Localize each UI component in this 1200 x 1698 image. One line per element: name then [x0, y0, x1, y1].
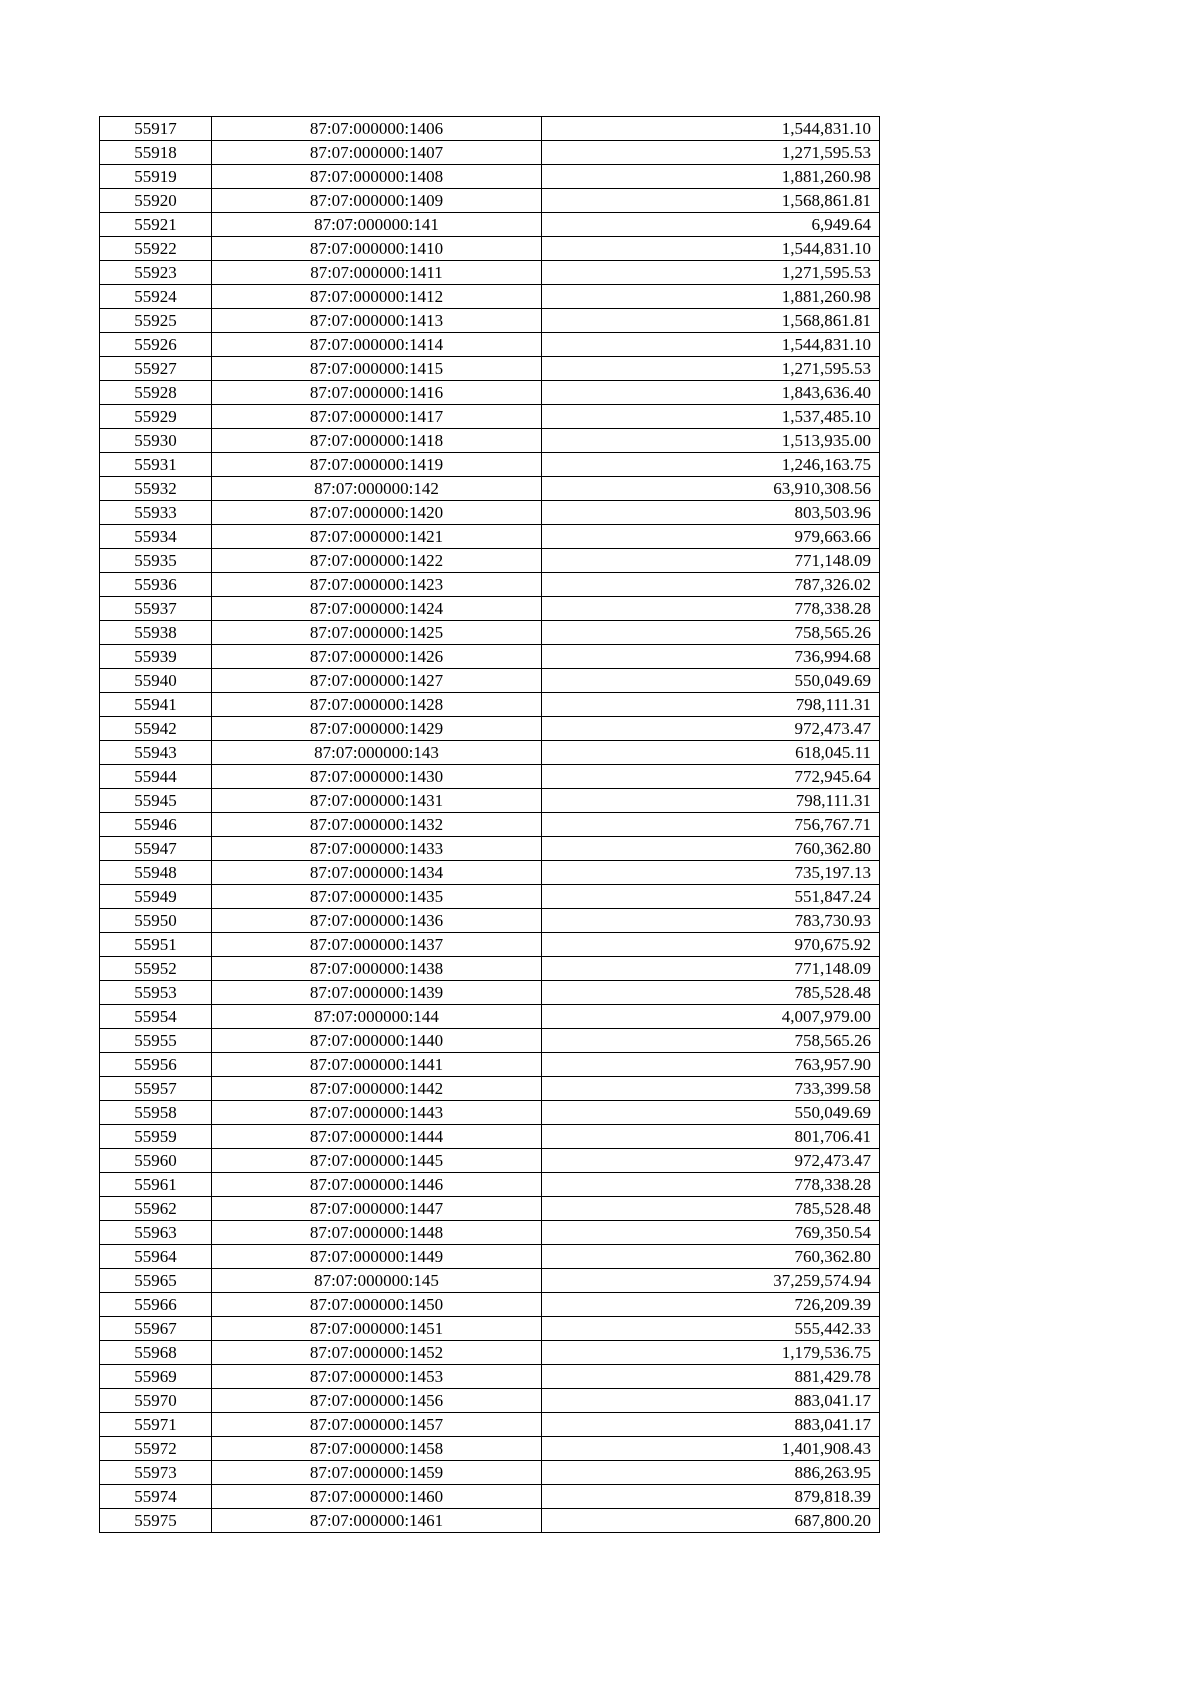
- table-row: [100, 405, 880, 429]
- cadastral-number-cell: 87:07:000000:1425: [212, 621, 542, 645]
- cadastral-number-cell: 87:07:000000:1459: [212, 1461, 542, 1485]
- cadastral-number-cell: 87:07:000000:1437: [212, 933, 542, 957]
- row-number-cell: 55930: [100, 429, 212, 453]
- row-number-cell: 55932: [100, 477, 212, 501]
- cadastral-number-cell: 87:07:000000:1438: [212, 957, 542, 981]
- value-cell: 1,843,636.40: [542, 381, 880, 405]
- table-row: [100, 309, 880, 333]
- cadastral-number-cell: 87:07:000000:1419: [212, 453, 542, 477]
- table-row: [100, 189, 880, 213]
- row-number-cell: 55937: [100, 597, 212, 621]
- table-row: [100, 237, 880, 261]
- value-cell: 778,338.28: [542, 597, 880, 621]
- table-row: [100, 645, 880, 669]
- value-cell: 879,818.39: [542, 1485, 880, 1509]
- value-cell: 798,111.31: [542, 789, 880, 813]
- table-row: [100, 909, 880, 933]
- value-cell: 801,706.41: [542, 1125, 880, 1149]
- value-cell: 555,442.33: [542, 1317, 880, 1341]
- table-row: [100, 573, 880, 597]
- value-cell: 1,271,595.53: [542, 141, 880, 165]
- row-number-cell: 55960: [100, 1149, 212, 1173]
- cadastral-number-cell: 87:07:000000:1436: [212, 909, 542, 933]
- cadastral-number-cell: 87:07:000000:1439: [212, 981, 542, 1005]
- value-cell: 1,271,595.53: [542, 261, 880, 285]
- cadastral-number-cell: 87:07:000000:1456: [212, 1389, 542, 1413]
- value-cell: 736,994.68: [542, 645, 880, 669]
- table-row: [100, 501, 880, 525]
- row-number-cell: 55935: [100, 549, 212, 573]
- table-row: [100, 429, 880, 453]
- value-cell: 758,565.26: [542, 1029, 880, 1053]
- value-cell: 881,429.78: [542, 1365, 880, 1389]
- cadastral-number-cell: 87:07:000000:1449: [212, 1245, 542, 1269]
- value-cell: 1,568,861.81: [542, 189, 880, 213]
- table-row: [100, 669, 880, 693]
- row-number-cell: 55939: [100, 645, 212, 669]
- row-number-cell: 55966: [100, 1293, 212, 1317]
- value-cell: 4,007,979.00: [542, 1005, 880, 1029]
- table-row: [100, 453, 880, 477]
- row-number-cell: 55963: [100, 1221, 212, 1245]
- cadastral-number-cell: 87:07:000000:1447: [212, 1197, 542, 1221]
- cadastral-number-cell: 87:07:000000:1423: [212, 573, 542, 597]
- table-body: [100, 117, 880, 1533]
- row-number-cell: 55945: [100, 789, 212, 813]
- value-cell: 787,326.02: [542, 573, 880, 597]
- cadastral-number-cell: 87:07:000000:141: [212, 213, 542, 237]
- cadastral-number-cell: 87:07:000000:145: [212, 1269, 542, 1293]
- table-row: [100, 1101, 880, 1125]
- row-number-cell: 55948: [100, 861, 212, 885]
- row-number-cell: 55920: [100, 189, 212, 213]
- cadastral-number-cell: 87:07:000000:1420: [212, 501, 542, 525]
- cadastral-number-cell: 87:07:000000:1418: [212, 429, 542, 453]
- value-cell: 798,111.31: [542, 693, 880, 717]
- value-cell: 726,209.39: [542, 1293, 880, 1317]
- row-number-cell: 55933: [100, 501, 212, 525]
- table-row: [100, 1317, 880, 1341]
- table-row: [100, 1173, 880, 1197]
- row-number-cell: 55965: [100, 1269, 212, 1293]
- value-cell: 972,473.47: [542, 1149, 880, 1173]
- row-number-cell: 55925: [100, 309, 212, 333]
- row-number-cell: 55949: [100, 885, 212, 909]
- row-number-cell: 55959: [100, 1125, 212, 1149]
- cadastral-number-cell: 87:07:000000:1427: [212, 669, 542, 693]
- row-number-cell: 55964: [100, 1245, 212, 1269]
- value-cell: 63,910,308.56: [542, 477, 880, 501]
- table-row: [100, 1053, 880, 1077]
- value-cell: 1,881,260.98: [542, 285, 880, 309]
- value-cell: 550,049.69: [542, 669, 880, 693]
- value-cell: 1,544,831.10: [542, 333, 880, 357]
- table-row: [100, 1413, 880, 1437]
- cadastral-number-cell: 87:07:000000:1445: [212, 1149, 542, 1173]
- value-cell: 756,767.71: [542, 813, 880, 837]
- cadastral-number-cell: 87:07:000000:1422: [212, 549, 542, 573]
- table-row: [100, 813, 880, 837]
- row-number-cell: 55940: [100, 669, 212, 693]
- cadastral-number-cell: 87:07:000000:1457: [212, 1413, 542, 1437]
- table-row: [100, 213, 880, 237]
- value-cell: 550,049.69: [542, 1101, 880, 1125]
- value-cell: 1,246,163.75: [542, 453, 880, 477]
- value-cell: 785,528.48: [542, 981, 880, 1005]
- table-row: [100, 597, 880, 621]
- table-row: [100, 837, 880, 861]
- row-number-cell: 55955: [100, 1029, 212, 1053]
- cadastral-number-cell: 87:07:000000:1435: [212, 885, 542, 909]
- cadastral-number-cell: 87:07:000000:1410: [212, 237, 542, 261]
- row-number-cell: 55969: [100, 1365, 212, 1389]
- table-row: [100, 1125, 880, 1149]
- table-row: [100, 381, 880, 405]
- value-cell: 1,513,935.00: [542, 429, 880, 453]
- row-number-cell: 55954: [100, 1005, 212, 1029]
- row-number-cell: 55946: [100, 813, 212, 837]
- table-row: [100, 1029, 880, 1053]
- table-row: [100, 693, 880, 717]
- value-cell: 771,148.09: [542, 549, 880, 573]
- value-cell: 37,259,574.94: [542, 1269, 880, 1293]
- table-row: [100, 477, 880, 501]
- table-row: [100, 1461, 880, 1485]
- value-cell: 1,881,260.98: [542, 165, 880, 189]
- table-row: [100, 1485, 880, 1509]
- cadastral-number-cell: 87:07:000000:1453: [212, 1365, 542, 1389]
- row-number-cell: 55974: [100, 1485, 212, 1509]
- row-number-cell: 55929: [100, 405, 212, 429]
- value-cell: 1,544,831.10: [542, 237, 880, 261]
- table-row: [100, 141, 880, 165]
- row-number-cell: 55967: [100, 1317, 212, 1341]
- row-number-cell: 55962: [100, 1197, 212, 1221]
- table-row: [100, 285, 880, 309]
- cadastral-number-cell: 87:07:000000:1416: [212, 381, 542, 405]
- value-cell: 979,663.66: [542, 525, 880, 549]
- table-row: [100, 957, 880, 981]
- table-row: [100, 1341, 880, 1365]
- row-number-cell: 55968: [100, 1341, 212, 1365]
- value-cell: 970,675.92: [542, 933, 880, 957]
- table-row: [100, 1149, 880, 1173]
- cadastral-number-cell: 87:07:000000:1424: [212, 597, 542, 621]
- table-row: [100, 261, 880, 285]
- row-number-cell: 55953: [100, 981, 212, 1005]
- table-row: [100, 861, 880, 885]
- cadastral-number-cell: 87:07:000000:1411: [212, 261, 542, 285]
- row-number-cell: 55957: [100, 1077, 212, 1101]
- cadastral-number-cell: 87:07:000000:1426: [212, 645, 542, 669]
- cadastral-number-cell: 87:07:000000:1406: [212, 117, 542, 141]
- row-number-cell: 55950: [100, 909, 212, 933]
- row-number-cell: 55952: [100, 957, 212, 981]
- table-row: [100, 1005, 880, 1029]
- table-row: [100, 1509, 880, 1533]
- value-cell: 783,730.93: [542, 909, 880, 933]
- value-cell: 886,263.95: [542, 1461, 880, 1485]
- table-row: [100, 981, 880, 1005]
- table-row: [100, 1389, 880, 1413]
- cadastral-number-cell: 87:07:000000:1448: [212, 1221, 542, 1245]
- value-cell: 735,197.13: [542, 861, 880, 885]
- cadastral-number-cell: 87:07:000000:1412: [212, 285, 542, 309]
- cadastral-number-cell: 87:07:000000:1446: [212, 1173, 542, 1197]
- cadastral-number-cell: 87:07:000000:1429: [212, 717, 542, 741]
- row-number-cell: 55941: [100, 693, 212, 717]
- cadastral-number-cell: 87:07:000000:1458: [212, 1437, 542, 1461]
- row-number-cell: 55947: [100, 837, 212, 861]
- row-number-cell: 55921: [100, 213, 212, 237]
- value-cell: 1,568,861.81: [542, 309, 880, 333]
- cadastral-number-cell: 87:07:000000:1409: [212, 189, 542, 213]
- value-cell: 1,271,595.53: [542, 357, 880, 381]
- cadastral-value-table: [99, 116, 880, 1533]
- value-cell: 803,503.96: [542, 501, 880, 525]
- cadastral-number-cell: 87:07:000000:142: [212, 477, 542, 501]
- row-number-cell: 55944: [100, 765, 212, 789]
- table-row: [100, 1365, 880, 1389]
- value-cell: 758,565.26: [542, 621, 880, 645]
- cadastral-number-cell: 87:07:000000:1460: [212, 1485, 542, 1509]
- row-number-cell: 55975: [100, 1509, 212, 1533]
- cadastral-number-cell: 87:07:000000:1433: [212, 837, 542, 861]
- value-cell: 733,399.58: [542, 1077, 880, 1101]
- value-cell: 772,945.64: [542, 765, 880, 789]
- value-cell: 618,045.11: [542, 741, 880, 765]
- row-number-cell: 55918: [100, 141, 212, 165]
- row-number-cell: 55972: [100, 1437, 212, 1461]
- row-number-cell: 55924: [100, 285, 212, 309]
- value-cell: 760,362.80: [542, 837, 880, 861]
- row-number-cell: 55942: [100, 717, 212, 741]
- value-cell: 687,800.20: [542, 1509, 880, 1533]
- row-number-cell: 55971: [100, 1413, 212, 1437]
- value-cell: 1,179,536.75: [542, 1341, 880, 1365]
- row-number-cell: 55927: [100, 357, 212, 381]
- cadastral-number-cell: 87:07:000000:1414: [212, 333, 542, 357]
- cadastral-number-cell: 87:07:000000:144: [212, 1005, 542, 1029]
- cadastral-number-cell: 87:07:000000:1431: [212, 789, 542, 813]
- value-cell: 771,148.09: [542, 957, 880, 981]
- row-number-cell: 55956: [100, 1053, 212, 1077]
- table-row: [100, 717, 880, 741]
- value-cell: 6,949.64: [542, 213, 880, 237]
- row-number-cell: 55934: [100, 525, 212, 549]
- row-number-cell: 55973: [100, 1461, 212, 1485]
- row-number-cell: 55938: [100, 621, 212, 645]
- value-cell: 883,041.17: [542, 1389, 880, 1413]
- value-cell: 769,350.54: [542, 1221, 880, 1245]
- row-number-cell: 55970: [100, 1389, 212, 1413]
- cadastral-number-cell: 87:07:000000:1440: [212, 1029, 542, 1053]
- table-row: [100, 117, 880, 141]
- cadastral-number-cell: 87:07:000000:1461: [212, 1509, 542, 1533]
- table-row: [100, 789, 880, 813]
- cadastral-number-cell: 87:07:000000:1413: [212, 309, 542, 333]
- row-number-cell: 55931: [100, 453, 212, 477]
- row-number-cell: 55936: [100, 573, 212, 597]
- cadastral-number-cell: 87:07:000000:1421: [212, 525, 542, 549]
- table-row: [100, 333, 880, 357]
- value-cell: 763,957.90: [542, 1053, 880, 1077]
- row-number-cell: 55919: [100, 165, 212, 189]
- cadastral-number-cell: 87:07:000000:1442: [212, 1077, 542, 1101]
- table-row: [100, 525, 880, 549]
- table-row: [100, 765, 880, 789]
- value-cell: 551,847.24: [542, 885, 880, 909]
- cadastral-number-cell: 87:07:000000:1452: [212, 1341, 542, 1365]
- table-row: [100, 885, 880, 909]
- cadastral-number-cell: 87:07:000000:1434: [212, 861, 542, 885]
- row-number-cell: 55926: [100, 333, 212, 357]
- table-row: [100, 549, 880, 573]
- table-row: [100, 1077, 880, 1101]
- value-cell: 1,544,831.10: [542, 117, 880, 141]
- row-number-cell: 55928: [100, 381, 212, 405]
- table-row: [100, 1293, 880, 1317]
- table-row: [100, 741, 880, 765]
- cadastral-number-cell: 87:07:000000:1441: [212, 1053, 542, 1077]
- table-row: [100, 357, 880, 381]
- table-row: [100, 1197, 880, 1221]
- cadastral-number-cell: 87:07:000000:1428: [212, 693, 542, 717]
- table-row: [100, 621, 880, 645]
- cadastral-number-cell: 87:07:000000:1451: [212, 1317, 542, 1341]
- row-number-cell: 55961: [100, 1173, 212, 1197]
- value-cell: 1,401,908.43: [542, 1437, 880, 1461]
- value-cell: 778,338.28: [542, 1173, 880, 1197]
- table-row: [100, 165, 880, 189]
- value-cell: 760,362.80: [542, 1245, 880, 1269]
- cadastral-number-cell: 87:07:000000:1407: [212, 141, 542, 165]
- cadastral-number-cell: 87:07:000000:1443: [212, 1101, 542, 1125]
- cadastral-number-cell: 87:07:000000:1430: [212, 765, 542, 789]
- value-cell: 972,473.47: [542, 717, 880, 741]
- row-number-cell: 55922: [100, 237, 212, 261]
- row-number-cell: 55917: [100, 117, 212, 141]
- cadastral-number-cell: 87:07:000000:1432: [212, 813, 542, 837]
- cadastral-number-cell: 87:07:000000:1444: [212, 1125, 542, 1149]
- value-cell: 785,528.48: [542, 1197, 880, 1221]
- row-number-cell: 55923: [100, 261, 212, 285]
- row-number-cell: 55951: [100, 933, 212, 957]
- table-row: [100, 1245, 880, 1269]
- table-row: [100, 1269, 880, 1293]
- row-number-cell: 55943: [100, 741, 212, 765]
- cadastral-number-cell: 87:07:000000:143: [212, 741, 542, 765]
- value-cell: 883,041.17: [542, 1413, 880, 1437]
- table-row: [100, 1437, 880, 1461]
- value-cell: 1,537,485.10: [542, 405, 880, 429]
- cadastral-number-cell: 87:07:000000:1417: [212, 405, 542, 429]
- cadastral-number-cell: 87:07:000000:1408: [212, 165, 542, 189]
- table-row: [100, 1221, 880, 1245]
- cadastral-number-cell: 87:07:000000:1415: [212, 357, 542, 381]
- table-row: [100, 933, 880, 957]
- cadastral-number-cell: 87:07:000000:1450: [212, 1293, 542, 1317]
- row-number-cell: 55958: [100, 1101, 212, 1125]
